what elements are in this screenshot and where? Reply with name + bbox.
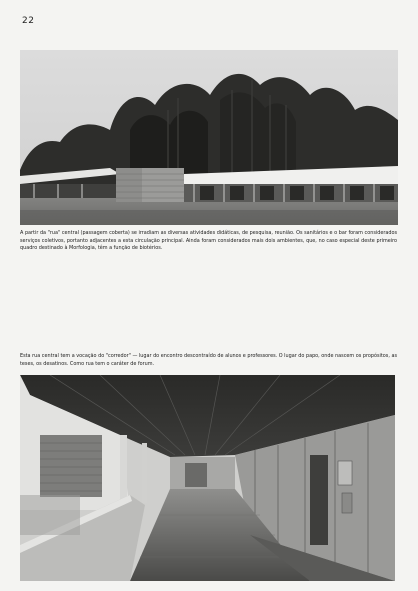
top-photo bbox=[20, 50, 398, 225]
page-number: 22 bbox=[22, 16, 35, 26]
bottom-photo bbox=[20, 375, 395, 581]
bottom-photo-caption: Esta rua central tem a vocação do "corredor" — lugar do encontro descontraído de alunos e professores. O lugar do papo, onde nascem os propósitos, as teses, os desatinos. Como rua tem o caráter de forum. bbox=[20, 353, 397, 367]
top-photo-caption: A partir da "rua" central (passagem coberta) se irradiam as diversas atividades didáticas, de pesquisa, reunião. Os sanitários e o bar foram considerados serviços coletivos, portanto adjacentes a esta circulação principal. Ainda foram considerados mais dois ambientes, que, no caso especial deste primeiro quadro destinado à Morfologia, têm a função de biotérios. bbox=[20, 230, 397, 252]
